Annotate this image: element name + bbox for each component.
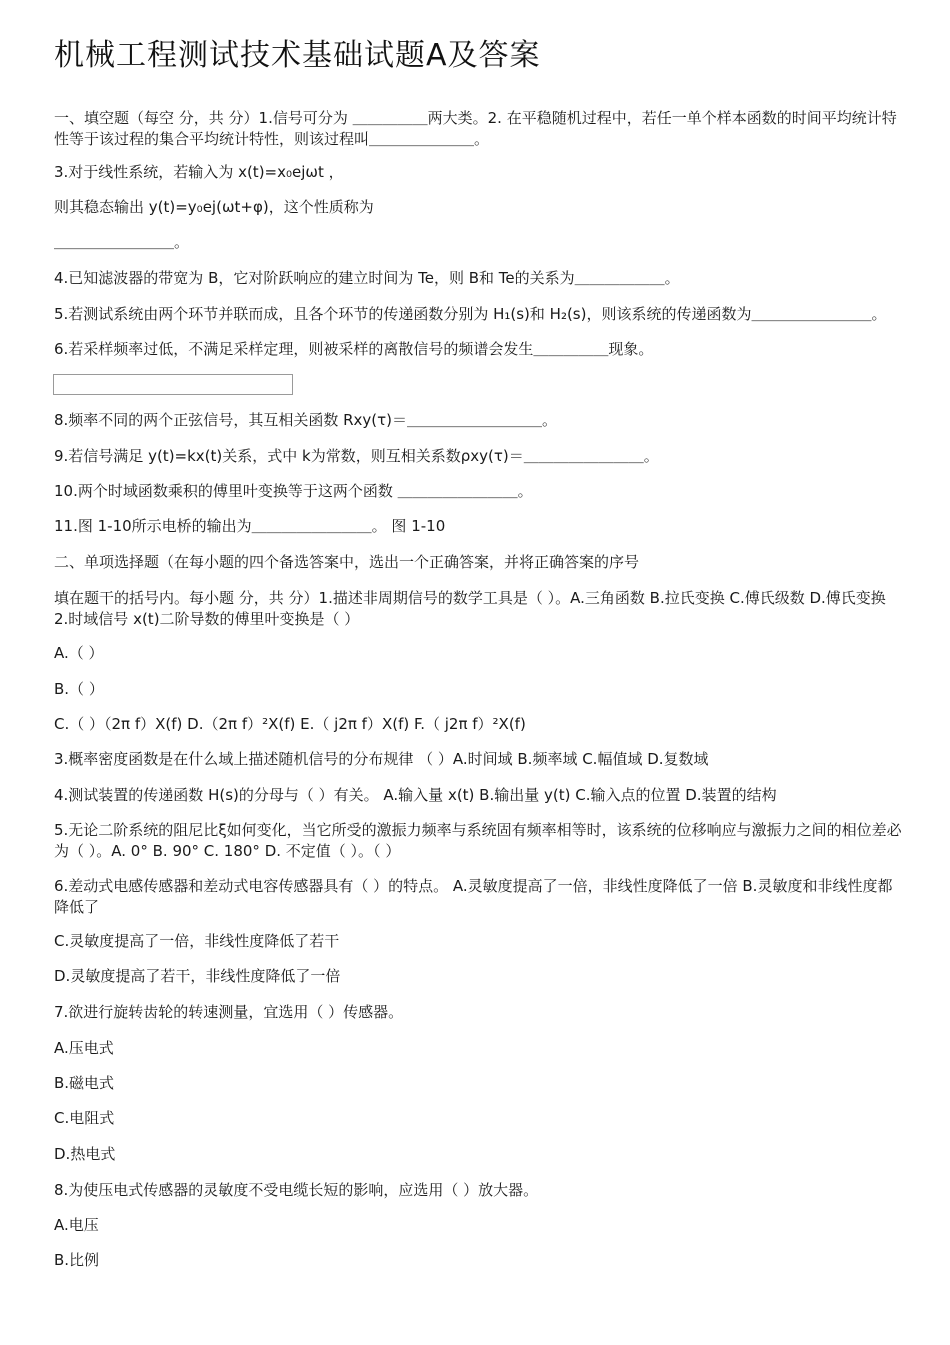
question-line: 4.测试装置的传递函数 H(s)的分母与（ ）有关。 A.输入量 x(t) B.输出量 y(t) C.输入点的位置 D.装置的结构 xyxy=(54,786,777,804)
choice-section-heading: 二、单项选择题（在每小题的四个备选答案中，选出一个正确答案，并将正确答案的序号 xyxy=(54,553,640,571)
question-line: 4.已知滤波器的带宽为 B，它对阶跃响应的建立时间为 Te，则 B和 Te的关系为＿＿＿＿＿＿。 xyxy=(54,269,680,287)
option-line: A.（ ） xyxy=(54,644,104,662)
option-line: C.电阻式 xyxy=(54,1109,115,1127)
option-line: C.（ ）（2π f）X(f) D.（2π f）²X(f) E.（ j2π f）X(f) F.（ j2π f）²X(f) xyxy=(54,715,526,733)
question-line: 5.若测试系统由两个环节并联而成，且各个环节的传递函数分别为 H₁(s)和 H₂(s)，则该系统的传递函数为＿＿＿＿＿＿＿＿。 xyxy=(54,305,887,323)
question-line: 3.对于线性系统，若输入为 x(t)=x₀ejωt ， xyxy=(54,163,344,181)
question-line: 5.无论二阶系统的阻尼比ξ如何变化，当它所受的激振力频率与系统固有频率相等时，该系统的位移响应与激振力之间的相位差必为（ ）。A. 0° B. 90° C. 180° D. 不定值（ ）。（ ） xyxy=(54,821,902,860)
question-line: 填在题干的括号内。每小题 分，共 分）1.描述非周期信号的数学工具是（ ）。A.三角函数 B.拉氏变换 C.傅氏级数 D.傅氏变换 2.时域信号 x(t)二阶导数的傅里叶变换是（ ） xyxy=(54,589,886,628)
option-line: A.压电式 xyxy=(54,1039,114,1057)
option-line: D.热电式 xyxy=(54,1145,116,1163)
question-line: 8.为使压电式传感器的灵敏度不受电缆长短的影响，应选用（ ）放大器。 xyxy=(54,1181,539,1199)
empty-answer-box xyxy=(53,374,293,395)
question-line: 10.两个时域函数乘积的傅里叶变换等于这两个函数 ＿＿＿＿＿＿＿＿。 xyxy=(54,482,533,500)
option-line: D.灵敏度提高了若干，非线性度降低了一倍 xyxy=(54,967,341,985)
option-line: B.磁电式 xyxy=(54,1074,115,1092)
option-line: A.电压 xyxy=(54,1216,99,1234)
question-line: 11.图 1-10所示电桥的输出为＿＿＿＿＿＿＿＿。 图 1-10 xyxy=(54,517,446,535)
option-line: C.灵敏度提高了一倍，非线性度降低了若干 xyxy=(54,932,340,950)
document-title: 机械工程测试技术基础试题A及答案 xyxy=(54,38,541,73)
question-line: 8.频率不同的两个正弦信号，其互相关函数 Rxy(τ)＝＿＿＿＿＿＿＿＿＿。 xyxy=(54,411,557,429)
question-line: 9.若信号满足 y(t)=kx(t)关系，式中 k为常数，则互相关系数ρxy(τ)＝＿＿＿＿＿＿＿＿。 xyxy=(54,447,659,465)
fill-blank-section-intro: 一、填空题（每空 分，共 分）1.信号可分为 ＿＿＿＿＿两大类。2. 在平稳随机过程中，若任一单个样本函数的时间平均统计特性等于该过程的集合平均统计特性，则该过程叫＿＿＿＿＿＿＿。 xyxy=(54,109,897,148)
option-line: B.（ ） xyxy=(54,680,104,698)
question-line: 3.概率密度函数是在什么域上描述随机信号的分布规律 （ ）A.时间域 B.频率域 C.幅值域 D.复数域 xyxy=(54,750,709,768)
question-line: ＿＿＿＿＿＿＿＿。 xyxy=(54,233,190,251)
question-line: 6.差动式电感传感器和差动式电容传感器具有（ ）的特点。 A.灵敏度提高了一倍，非线性度降低了一倍 B.灵敏度和非线性度都降低了 xyxy=(54,877,893,916)
question-line: 则其稳态输出 y(t)=y₀ej(ωt+φ)，这个性质称为 xyxy=(54,198,374,216)
question-line: 6.若采样频率过低，不满足采样定理，则被采样的离散信号的频谱会发生＿＿＿＿＿现象。 xyxy=(54,340,654,358)
question-line: 7.欲进行旋转齿轮的转速测量，宜选用（ ）传感器。 xyxy=(54,1003,404,1021)
option-line: B.比例 xyxy=(54,1251,100,1269)
